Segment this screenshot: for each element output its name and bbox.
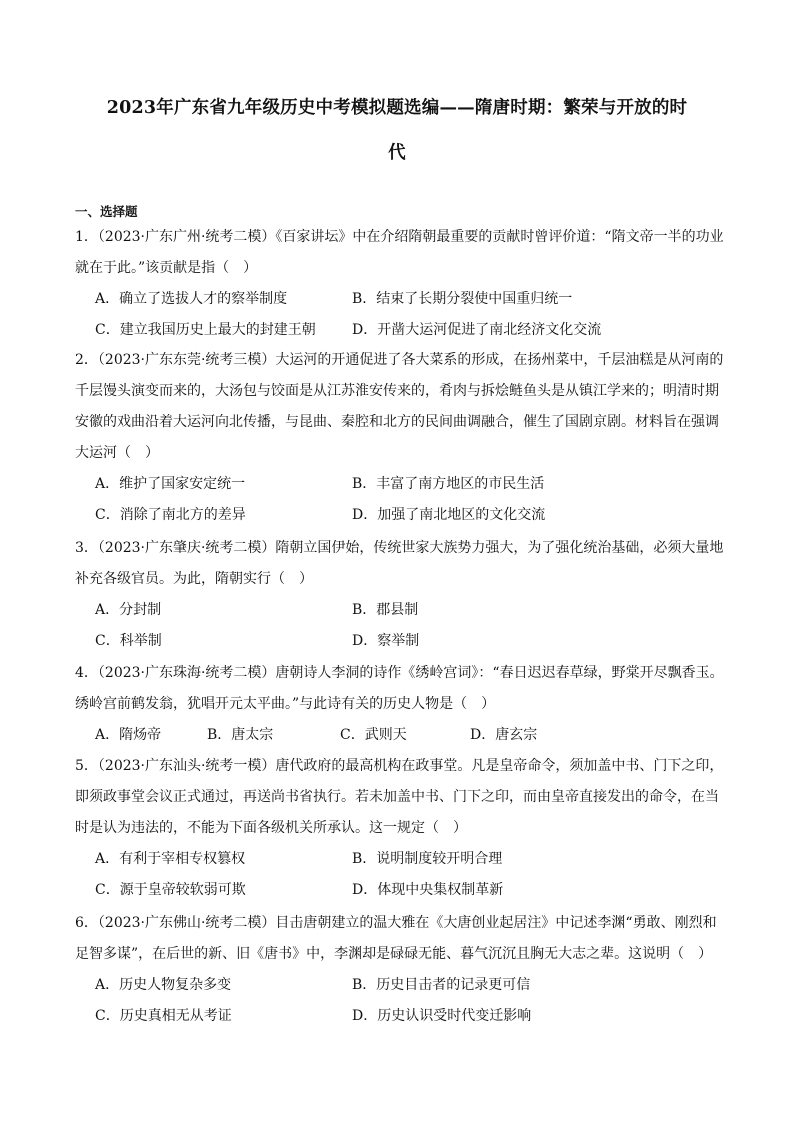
option-b: B．结束了长期分裂使中国重归统一 (352, 291, 573, 307)
option-row (75, 284, 725, 315)
option-a: A．分封制 (95, 602, 162, 618)
question-stem: 3．（2023·广东肇庆·统考二模）隋朝立国伊始，传统世家大族势力强大，为了强化统治基础，必须大量地补充各级官员。为此，隋朝实行（ ） (75, 540, 724, 587)
question-stem: 4．（2023·广东珠海·统考二模）唐朝诗人李洞的诗作《绣岭宫词》：“春日迟迟春草绿，野棠开尽飘香玉。绣岭宫前鹤发翁，犹唱开元太平曲。”与此诗有关的历史人物是（ ） (75, 665, 724, 712)
option-row (75, 844, 725, 875)
question-stem: 2．（2023·广东东莞·统考三模）大运河的开通促进了各大菜系的形成，在扬州菜中，千层油糕是从河南的千层馒头演变而来的，大汤包与饺面是从江苏淮安传来的，肴肉与拆烩鲢鱼头是从镇江学来的；明清时期安徽的戏曲沿着大运河向北传播，与昆曲、秦腔和北方的民间曲调融合，催生了国剧京剧。材料旨在强调大运河（ ） (75, 352, 724, 461)
option-row (75, 595, 725, 626)
option-c: C．历史真相无从考证 (95, 1008, 232, 1024)
option-d: D．察举制 (352, 633, 420, 649)
option-c: C．源于皇帝较软弱可欺 (95, 882, 246, 898)
option-row (75, 469, 725, 500)
question-stem: 5．（2023·广东汕头·统考一模）唐代政府的最高机构在政事堂。凡是皇帝命令，须加盖中书、门下之印，即须政事堂会议正式通过，再送尚书省执行。若未加盖中书、门下之印，而由皇帝直接发出的命令，在当时是认为违法的，不能为下面各级机关所承认。这一规定（ ） (75, 758, 724, 836)
document-title-line-2: 代 (388, 143, 406, 163)
option-row (75, 1001, 725, 1032)
option-d: D．加强了南北地区的文化交流 (352, 507, 546, 523)
section-heading: 一、选择题 (75, 204, 138, 219)
option-row (75, 875, 725, 906)
option-a: A．隋炀帝 (95, 727, 162, 743)
option-a: A．维护了国家安定统一 (95, 476, 246, 492)
option-row (75, 500, 725, 531)
question-1 (75, 222, 725, 346)
option-row (75, 720, 725, 751)
option-c: C．武则天 (340, 727, 407, 743)
question-3 (75, 533, 725, 657)
question-5 (75, 751, 725, 906)
option-d: D．开凿大运河促进了南北经济文化交流 (352, 322, 602, 338)
option-b: B．郡县制 (352, 602, 419, 618)
option-b: B．丰富了南方地区的市民生活 (352, 476, 545, 492)
option-a: A．历史人物复杂多变 (95, 977, 232, 993)
option-row (75, 315, 725, 346)
question-6 (75, 908, 725, 1032)
option-b: B．历史目击者的记录更可信 (352, 977, 531, 993)
question-stem: 1．（2023·广东广州·统考二模）《百家讲坛》中在介绍隋朝最重要的贡献时曾评价道：“隋文帝一半的功业就在于此。”该贡献是指（ ） (75, 229, 724, 276)
option-d: D．历史认识受时代变迁影响 (352, 1008, 532, 1024)
option-row (75, 626, 725, 657)
option-a: A．确立了选拔人才的察举制度 (95, 291, 288, 307)
question-2 (75, 345, 725, 531)
option-row (75, 970, 725, 1001)
option-c: C．消除了南北方的差异 (95, 507, 246, 523)
option-b: B．说明制度较开明合理 (352, 851, 503, 867)
document-title-line-1: 2023年广东省九年级历史中考模拟题选编——隋唐时期：繁荣与开放的时 (106, 98, 688, 118)
option-d: D．唐玄宗 (470, 727, 538, 743)
question-stem: 6．（2023·广东佛山·统考二模）目击唐朝建立的温大雅在《大唐创业起居注》中记述李渊“勇敢、刚烈和足智多谋”，在后世的新、旧《唐书》中，李渊却是碌碌无能、暮气沉沉且胸无大志之辈。这说明（ ） (75, 915, 717, 962)
option-c: C．建立我国历史上最大的封建王朝 (95, 322, 316, 338)
option-a: A．有利于宰相专权篡权 (95, 851, 246, 867)
option-d: D．体现中央集权制革新 (352, 882, 504, 898)
question-4 (75, 658, 725, 751)
option-b: B．唐太宗 (207, 727, 274, 743)
document-title (60, 86, 734, 176)
option-c: C．科举制 (95, 633, 162, 649)
